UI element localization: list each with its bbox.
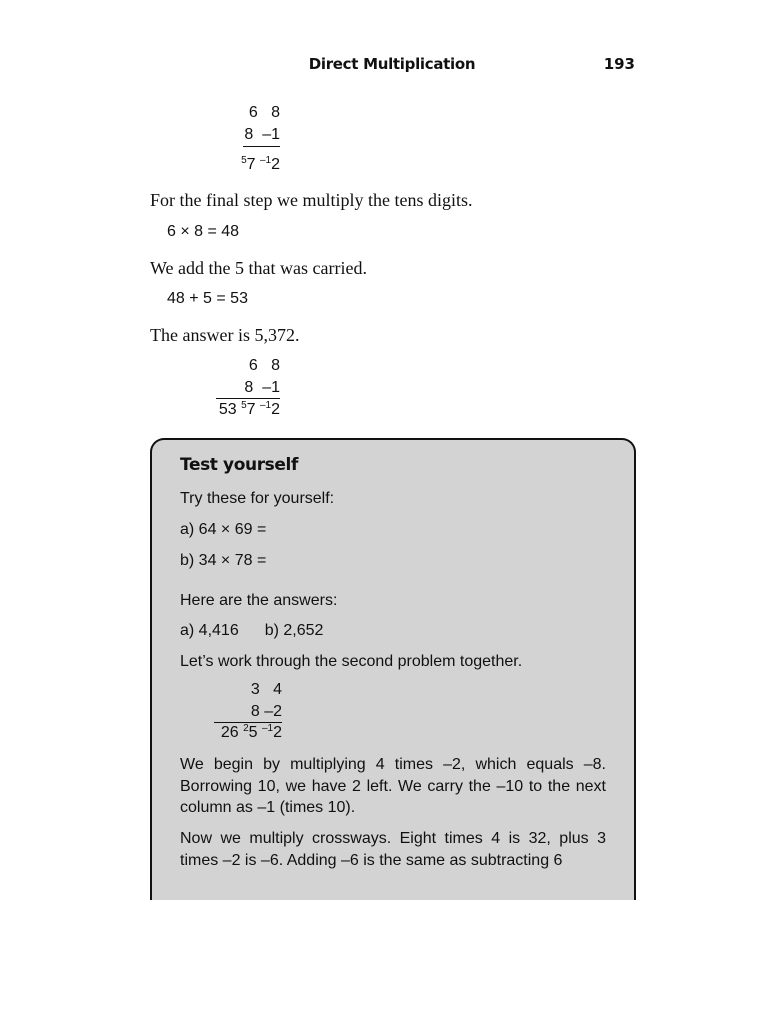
test-yourself-title: Test yourself [180, 455, 298, 475]
test-yourself-box [150, 438, 636, 900]
worksheet-2-result-row [219, 401, 280, 419]
test-worksheet-result-row [221, 724, 282, 742]
problem-b: b) 34 × 78 = [180, 552, 267, 569]
paragraph-answer: The answer is 5,372. [150, 325, 300, 345]
test-intro: Try these for yourself: [180, 490, 335, 507]
worksheet-2-top-row: 6 8 [248, 357, 280, 374]
test-worksheet [202, 681, 282, 747]
worksheet-1-middle-row: 8 –1 [244, 126, 280, 143]
result-prefix: 26 [220, 724, 244, 741]
carry-digit: –1 [259, 400, 272, 411]
worksheet-1-underline [243, 146, 280, 147]
equation-2: 48 + 5 = 53 [167, 290, 248, 307]
worksheet-1-top-row: 6 8 [248, 104, 280, 121]
answers-row [180, 620, 323, 641]
carry-digit: 2 [243, 723, 249, 734]
test-worksheet-middle-row: 8 –2 [250, 703, 282, 720]
explanation-paragraph-1: We begin by multiplying 4 times –2, which equals –8. Borrowing 10, we have 2 left. We carry the –10 to the next column as –1 (times 10). [180, 756, 606, 816]
carry-digit: –1 [261, 723, 274, 734]
carry-digit: 5 [241, 155, 247, 166]
worksheet-1 [200, 104, 280, 176]
result-digit: 2 [273, 724, 282, 741]
paragraph-add-carry: We add the 5 that was carried. [150, 258, 367, 278]
result-digit: 2 [271, 401, 280, 418]
problem-a: a) 64 × 69 = [180, 521, 267, 538]
worksheet-2-underline [216, 398, 280, 399]
page-number: 193 [603, 55, 635, 73]
result-prefix: 53 [218, 401, 242, 418]
result-digit: 7 [246, 156, 260, 173]
carry-digit: –1 [259, 155, 272, 166]
work-intro: Let’s work through the second problem together. [180, 653, 523, 670]
explanation-paragraph-2: Now we multiply crossways. Eight times 4 is 32, plus 3 times –2 is –6. Adding –6 is the same as subtracting 6 [180, 830, 606, 869]
worksheet-2-middle-row: 8 –1 [244, 379, 280, 396]
result-digit: 2 [271, 156, 280, 173]
answers-intro: Here are the answers: [180, 592, 338, 609]
answer-a: a) 4,416 [180, 622, 239, 639]
worksheet-1-result-row [241, 156, 280, 174]
result-digit: 5 [248, 724, 262, 741]
worksheet-2 [200, 357, 280, 423]
carry-digit: 5 [241, 400, 247, 411]
test-worksheet-top-row: 3 4 [250, 681, 282, 698]
equation-1: 6 × 8 = 48 [167, 223, 240, 240]
result-digit: 7 [246, 401, 260, 418]
paragraph-final-step: For the final step we multiply the tens digits. [150, 190, 473, 210]
answer-b: b) 2,652 [264, 622, 324, 639]
page-header-title: Direct Multiplication [308, 55, 476, 73]
